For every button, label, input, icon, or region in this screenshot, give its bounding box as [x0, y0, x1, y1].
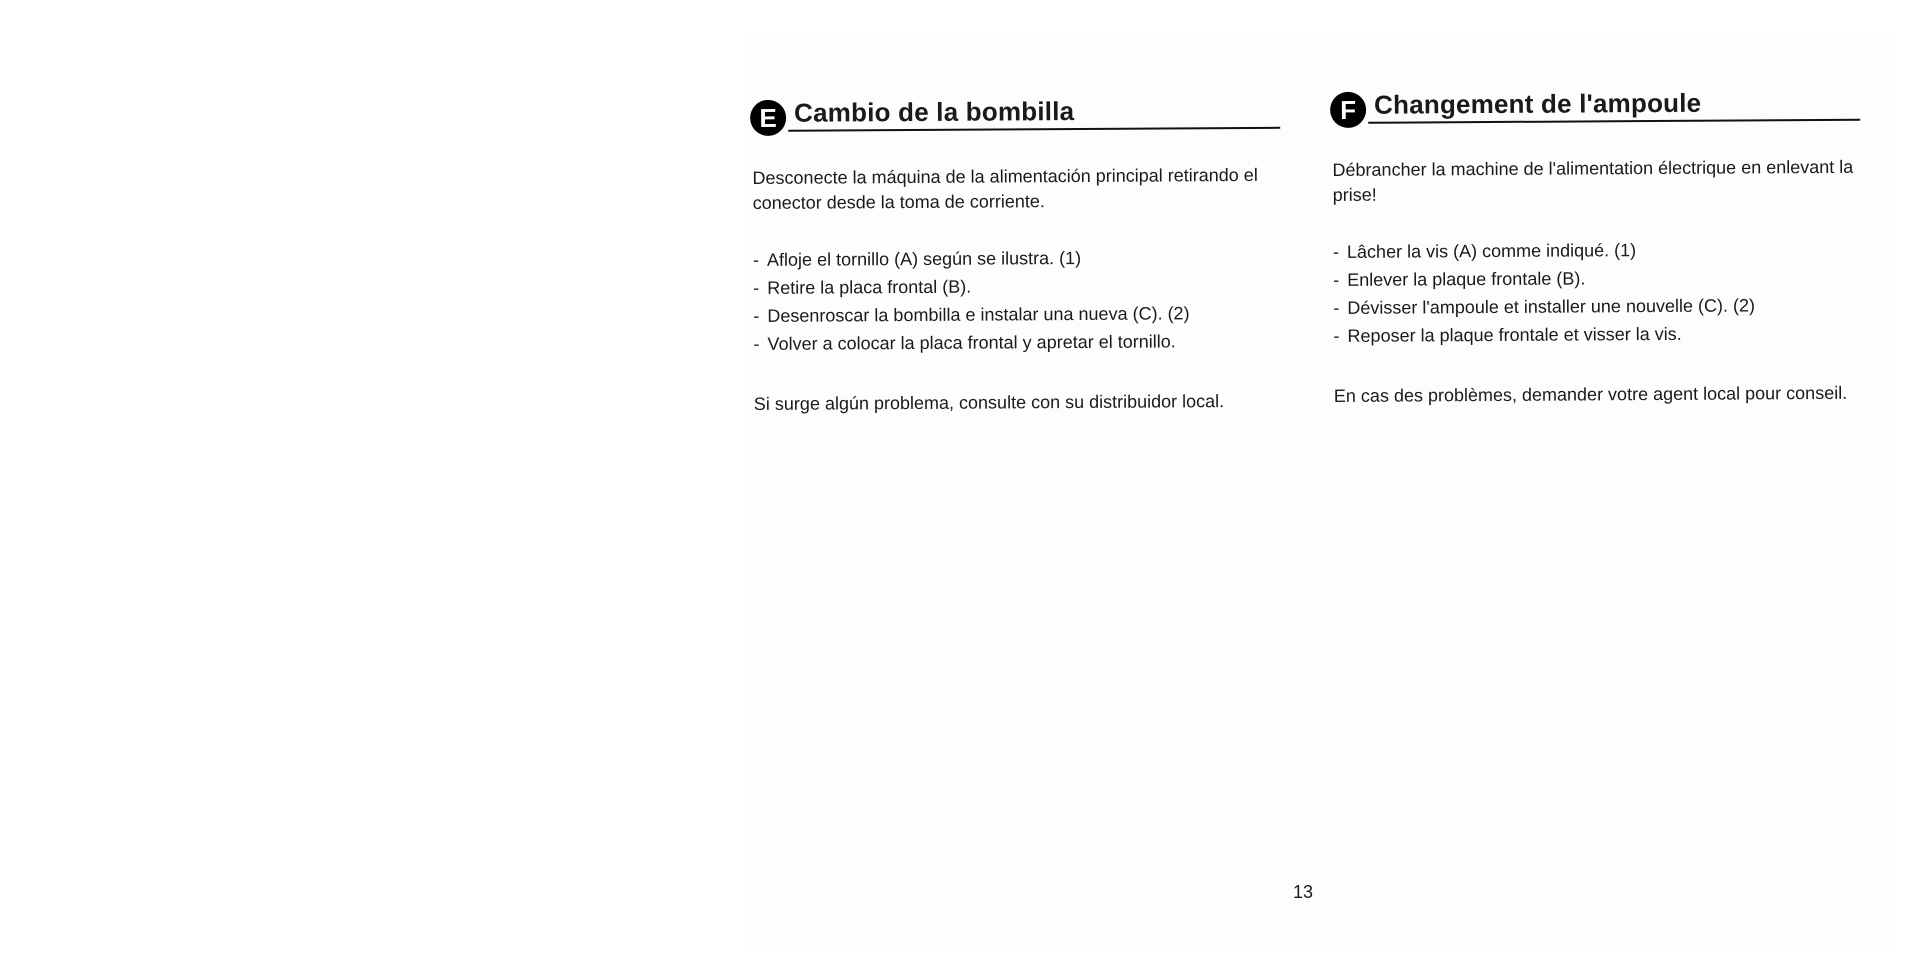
list-item	[753, 299, 1281, 330]
language-badge-f: F	[1330, 92, 1366, 128]
page-number: 13	[1293, 882, 1314, 902]
list-dash: -	[1333, 269, 1340, 290]
note-text-spanish: Si surge algún problema, consulte con su distribuidor local.	[753, 391, 1225, 414]
intro-text-french: Débrancher la machine de l'alimentation électrique en enlevant la prise!	[1332, 156, 1854, 205]
step-text: Lâcher la vis (A) comme indiqué. (1)	[1346, 240, 1637, 262]
list-item	[1333, 291, 1861, 322]
list-item	[1333, 235, 1861, 266]
step-text: Retire la placa frontal (B).	[767, 276, 972, 298]
language-badge-e: E	[750, 100, 786, 136]
list-dash: -	[753, 277, 760, 298]
step-text: Enlever la plaque frontale (B).	[1347, 268, 1586, 290]
step-text: Dévisser l'ampoule et installer une nouvelle (C). (2)	[1347, 295, 1756, 318]
note-text-french: En cas des problèmes, demander votre agent local pour conseil.	[1333, 382, 1848, 406]
list-dash: -	[1333, 325, 1340, 346]
steps-list-french	[1333, 235, 1862, 350]
section-title-french: Changement de l'ampoule	[1374, 87, 1702, 120]
steps-list-spanish	[753, 243, 1282, 358]
list-item	[1333, 263, 1861, 294]
list-dash: -	[753, 333, 760, 354]
section-title-spanish: Cambio de la bombilla	[794, 96, 1075, 128]
section-french	[1330, 85, 1862, 409]
step-text: Afloje el tornillo (A) según se ilustra. (1)	[766, 247, 1082, 270]
intro-text-spanish: Desconecte la máquina de la alimentación principal retirando el conector desde la toma de corriente.	[752, 164, 1258, 213]
list-item	[1333, 319, 1861, 350]
list-dash: -	[1333, 297, 1340, 318]
step-text: Volver a colocar la placa frontal y apretar el tornillo.	[767, 331, 1176, 354]
step-text: Reposer la plaque frontale et visser la vis.	[1347, 323, 1682, 346]
section-header-french	[1330, 85, 1860, 132]
list-item	[753, 243, 1281, 274]
list-dash: -	[1332, 241, 1340, 262]
section-header-spanish	[750, 93, 1280, 140]
list-dash: -	[752, 249, 760, 270]
section-spanish	[750, 93, 1282, 417]
list-item	[753, 271, 1281, 302]
list-dash: -	[753, 305, 760, 326]
step-text: Desenroscar la bombilla e instalar una nueva (C). (2)	[767, 303, 1190, 326]
list-item	[753, 327, 1281, 358]
